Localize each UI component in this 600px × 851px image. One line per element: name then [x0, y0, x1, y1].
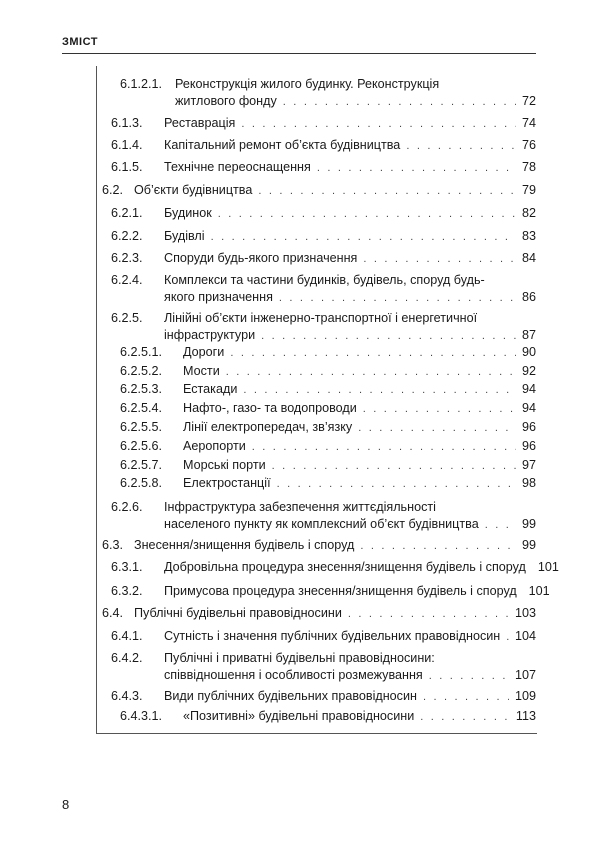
toc-page-number: 94 [521, 401, 536, 415]
toc-page-number: 92 [521, 364, 536, 378]
toc-page-number: 96 [521, 420, 536, 434]
toc-page-number: 78 [521, 160, 536, 174]
toc-title: Споруди будь-якого призначення [164, 251, 358, 265]
toc-number: 6.2.5.7. [120, 458, 163, 472]
leader-dots [211, 229, 516, 246]
toc-page-number: 87 [521, 328, 536, 342]
toc-title-cont: якого призначення [164, 290, 273, 304]
toc-page-number: 96 [521, 439, 536, 453]
toc-title: Добровільна процедура знесення/знищення будівель і споруд [164, 560, 526, 574]
toc-page-number: 99 [521, 517, 536, 531]
toc-title-cont: інфраструктури [164, 328, 256, 342]
toc-entry[interactable] [102, 182, 536, 200]
toc-number: 6.2.1. [111, 206, 143, 220]
leader-dots [261, 328, 516, 345]
toc-entry[interactable] [120, 344, 536, 362]
leader-dots [279, 290, 516, 307]
toc-number: 6.2.4. [111, 273, 143, 287]
toc-title: Електростанції [183, 476, 271, 490]
toc-title: Комплекси та частини будинків, будівель, споруд будь- [164, 273, 485, 287]
toc-page-number: 76 [521, 138, 536, 152]
leader-dots [406, 138, 516, 155]
toc-entry[interactable] [120, 708, 536, 726]
toc-number: 6.3. [102, 538, 124, 552]
toc-title: Капітальний ремонт об’єкта будівництва [164, 138, 401, 152]
toc-page-number: 94 [521, 382, 536, 396]
toc-number: 6.2.5.1. [120, 345, 163, 359]
toc-entry[interactable] [111, 137, 536, 155]
toc-number: 6.2.2. [111, 229, 143, 243]
toc-page-number: 104 [514, 629, 536, 643]
toc-entry[interactable] [111, 272, 536, 307]
toc-title: Види публічних будівельних правовідносин [164, 689, 417, 703]
toc-title: Аеропорти [183, 439, 246, 453]
toc-page-number: 109 [514, 689, 536, 703]
toc-entry[interactable] [102, 605, 536, 623]
leader-dots [363, 401, 516, 418]
toc-page-number: 113 [515, 709, 536, 723]
toc-page-number: 74 [521, 116, 536, 130]
toc-page-number: 103 [514, 606, 536, 620]
leader-dots [317, 160, 516, 177]
toc-number: 6.4.1. [111, 629, 143, 643]
toc-title: Інфраструктура забезпечення життєдіяльності [164, 500, 436, 514]
leader-dots [485, 517, 516, 534]
toc-page-number: 98 [521, 476, 536, 490]
toc-number: 6.2. [102, 183, 124, 197]
leader-dots [226, 364, 516, 381]
toc-page-number: 90 [521, 345, 536, 359]
toc-title: Дороги [183, 345, 225, 359]
toc-entry[interactable] [120, 438, 536, 456]
toc-title: Реставрація [164, 116, 236, 130]
toc-number: 6.3.2. [111, 584, 143, 598]
toc-title: Лінійні об’єкти інженерно-транспортної і енергетичної [164, 311, 478, 325]
leader-dots [420, 709, 510, 726]
toc-page-number: 107 [514, 668, 536, 682]
toc-number: 6.2.6. [111, 500, 143, 514]
leader-dots [218, 206, 516, 223]
leader-dots [363, 251, 516, 268]
toc-entry[interactable] [120, 381, 536, 399]
toc-title: Нафто-, газо- та водопроводи [183, 401, 357, 415]
leader-dots [358, 420, 516, 437]
toc-number: 6.4.3. [111, 689, 143, 703]
toc-number: 6.1.4. [111, 138, 143, 152]
leader-dots [423, 689, 509, 706]
toc-title: Сутність і значення публічних будівельних правовідносин [164, 629, 501, 643]
toc-page-number: 72 [521, 94, 536, 108]
toc-entry[interactable] [120, 457, 536, 475]
toc-entry[interactable] [111, 159, 536, 177]
leader-dots [230, 345, 516, 362]
toc-entry[interactable] [111, 250, 536, 268]
toc-number: 6.2.5.8. [120, 476, 163, 490]
toc-number: 6.2.5. [111, 311, 143, 325]
leader-dots [252, 439, 516, 456]
toc-title: «Позитивні» будівельні правовідносини [183, 709, 415, 723]
toc-title: Будівлі [164, 229, 205, 243]
toc-title: Морські порти [183, 458, 266, 472]
toc-entry[interactable] [111, 499, 536, 534]
toc-page-number: 79 [521, 183, 536, 197]
toc-title-cont: житлового фонду [175, 94, 277, 108]
toc-page-number: 84 [521, 251, 536, 265]
leader-dots [272, 458, 516, 475]
toc-title: Мости [183, 364, 220, 378]
toc-number: 6.2.5.5. [120, 420, 163, 434]
header-divider [62, 53, 536, 54]
toc-entry[interactable] [111, 205, 536, 223]
toc-title: Лінії електропередач, зв’язку [183, 420, 353, 434]
toc-entry[interactable] [111, 310, 536, 345]
toc-entry[interactable] [111, 688, 536, 706]
toc-entry[interactable] [111, 628, 536, 646]
toc-page-number: 83 [521, 229, 536, 243]
toc-page-number: 99 [521, 538, 536, 552]
toc-title-cont: населеного пункту як комплексний об’єкт будівництва [164, 517, 479, 531]
toc-number: 6.1.2.1. [120, 77, 163, 91]
toc-entry[interactable] [102, 537, 536, 555]
toc-entry[interactable] [111, 650, 536, 685]
toc-number: 6.4. [102, 606, 124, 620]
leader-dots [360, 538, 516, 555]
leader-dots [277, 476, 516, 493]
toc-number: 6.2.5.4. [120, 401, 163, 415]
leader-dots [258, 183, 516, 200]
toc-page-number: 101 [528, 584, 550, 598]
toc-number: 6.3.1. [111, 560, 143, 574]
toc-title: Публічні будівельні правовідносини [134, 606, 342, 620]
toc-number: 6.1.5. [111, 160, 143, 174]
toc-entry[interactable] [120, 76, 536, 111]
toc-title: Технічне переоснащення [164, 160, 311, 174]
toc-title-cont: співвідношення і особливості розмежування [164, 668, 423, 682]
toc-number: 6.4.3.1. [120, 709, 163, 723]
leader-dots [283, 94, 516, 111]
toc-title: Знесення/знищення будівель і споруд [134, 538, 355, 552]
toc-number: 6.1.3. [111, 116, 143, 130]
leader-dots [348, 606, 509, 623]
toc-number: 6.2.5.6. [120, 439, 163, 453]
toc-entry[interactable] [111, 228, 536, 246]
toc-title: Примусова процедура знесення/знищення будівель і споруд [164, 584, 517, 598]
toc-entry[interactable] [120, 475, 536, 493]
page-number: 8 [62, 797, 70, 812]
leader-dots [243, 382, 516, 399]
toc-entry[interactable] [111, 559, 559, 577]
page-header-title: ЗМІСТ [62, 36, 98, 48]
toc-page-number: 86 [521, 290, 536, 304]
leader-dots [429, 668, 509, 685]
toc-entry[interactable] [120, 363, 536, 381]
leader-dots [506, 629, 509, 646]
toc-entry[interactable] [120, 419, 536, 437]
toc-title: Публічні і приватні будівельні правовідносини: [164, 651, 435, 665]
toc-title: Об’єкти будівництва [134, 183, 253, 197]
leader-dots [241, 116, 516, 133]
toc-number: 6.2.5.2. [120, 364, 163, 378]
toc-page-number: 101 [537, 560, 559, 574]
toc-title: Реконструкція жилого будинку. Реконструкція [175, 77, 440, 91]
toc-title: Будинок [164, 206, 212, 220]
toc-title: Естакади [183, 382, 238, 396]
toc-number: 6.2.3. [111, 251, 143, 265]
toc-entry[interactable] [120, 400, 536, 418]
toc-page-number: 82 [521, 206, 536, 220]
toc-entry[interactable] [111, 115, 536, 133]
toc-number: 6.4.2. [111, 651, 143, 665]
toc-page-number: 97 [521, 458, 536, 472]
toc-entry[interactable] [111, 583, 550, 601]
toc-number: 6.2.5.3. [120, 382, 163, 396]
